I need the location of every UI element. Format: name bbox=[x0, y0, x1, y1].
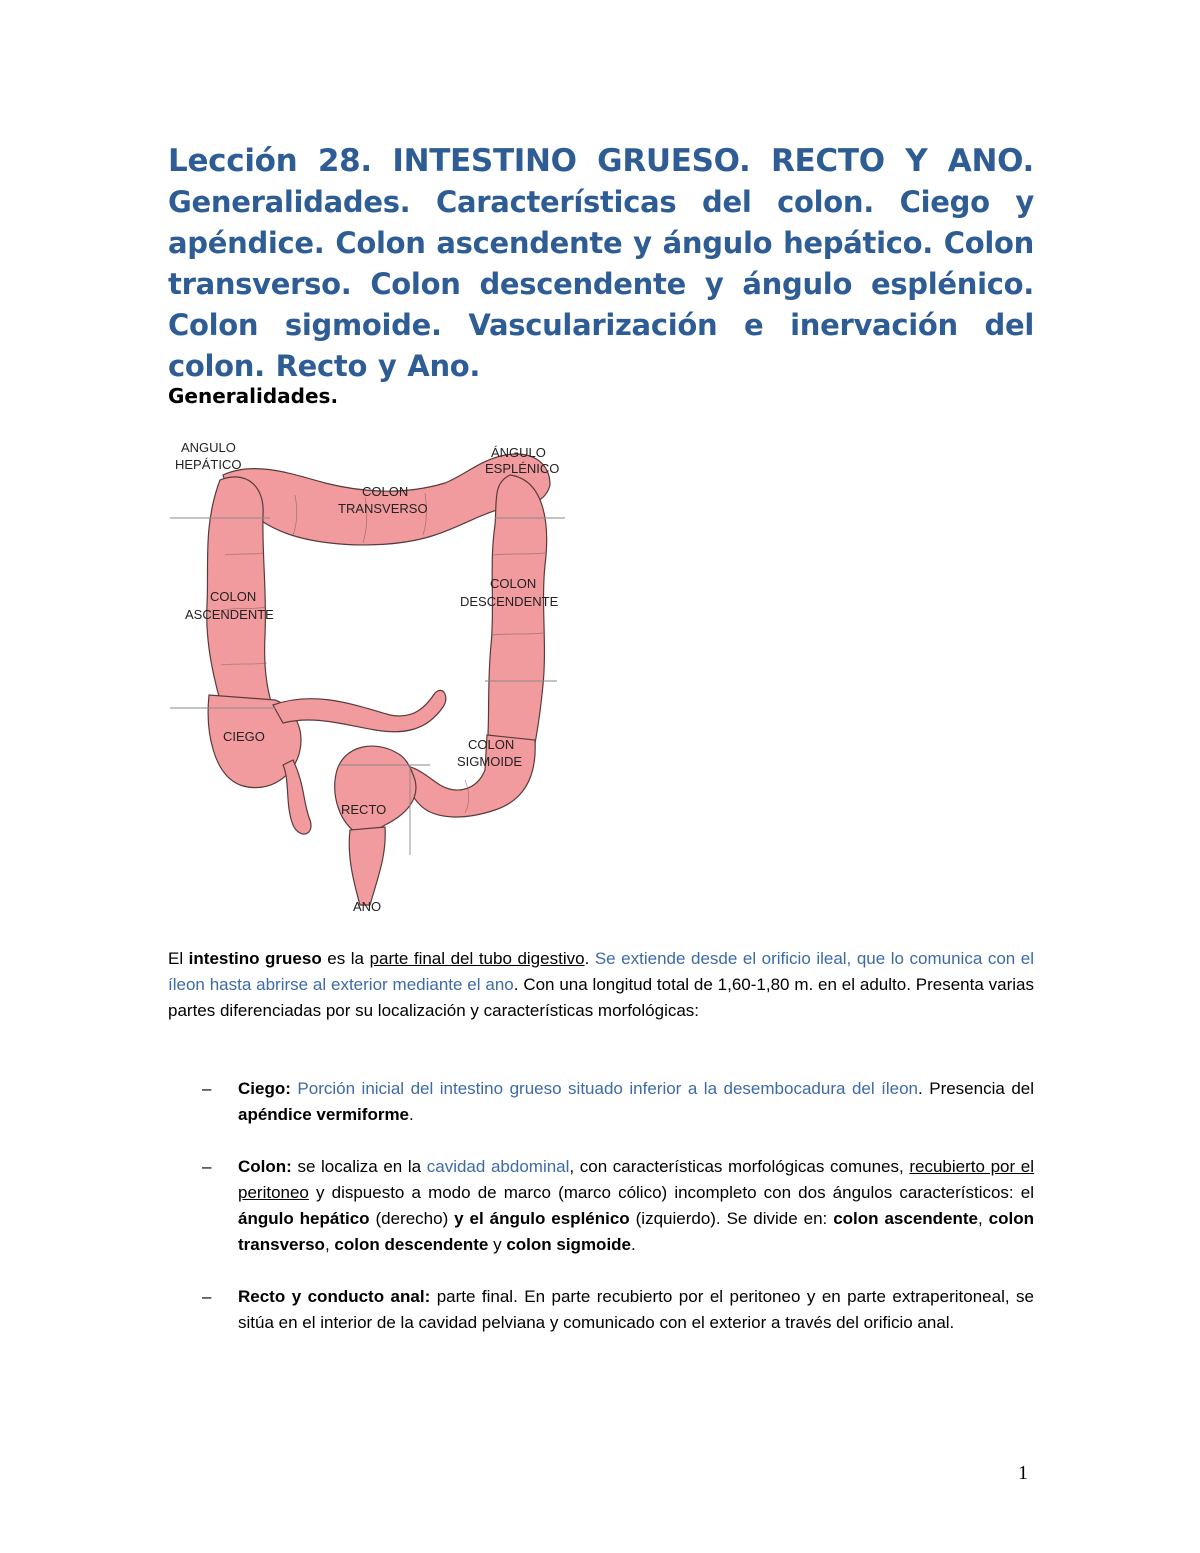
label-ano: ANO bbox=[353, 899, 382, 914]
term-colon-sigmoide: colon sigmoide bbox=[506, 1235, 632, 1254]
term-intestino-grueso: intestino grueso bbox=[188, 949, 322, 968]
highlighted-phrase: cavidad abdominal bbox=[426, 1157, 570, 1176]
highlighted-phrase: Porción inicial del intestino grueso situado inferior a la desembocadura del íleon bbox=[297, 1079, 918, 1098]
appendix-shape bbox=[283, 760, 311, 834]
label-angulo-hepatico-2: HEPÁTICO bbox=[175, 457, 242, 472]
term-apendice: apéndice vermiforme bbox=[238, 1105, 410, 1124]
anal-canal-shape bbox=[349, 827, 385, 905]
text-run: , bbox=[978, 1209, 989, 1228]
label-recto: RECTO bbox=[341, 802, 387, 817]
label-descendente-1: COLON bbox=[490, 576, 537, 591]
term-ciego: Ciego: bbox=[238, 1079, 291, 1098]
text-run: y bbox=[488, 1235, 507, 1254]
label-angulo-esplenico-1: ÁNGULO bbox=[491, 445, 546, 460]
text-run: (derecho) bbox=[369, 1209, 455, 1228]
text-run: se localiza en la bbox=[291, 1157, 427, 1176]
term-colon-ascendente: colon ascendente bbox=[833, 1209, 978, 1228]
descending-colon-shape bbox=[487, 475, 547, 753]
lesson-title-topics: Generalidades. Características del colon. Ciego y apéndice. Colon ascendente y ángulo hepático. Colon transverso. Colon descendente y ángulo esplénico. Colon sigmoide. Vascularización e inervación del colon. Recto y Ano. bbox=[168, 185, 1034, 383]
text-run: . bbox=[409, 1105, 414, 1124]
parts-list bbox=[168, 1076, 1034, 1362]
text-run: parte final. En parte recubierto por el peritoneo y en parte extraperitoneal, se sitúa en el interior de la cavidad pelviana y comunicado con el exterior a través del orificio anal. bbox=[238, 1287, 1034, 1332]
colon-illustration bbox=[165, 435, 575, 920]
text-run: El bbox=[168, 949, 189, 968]
text-run: , con características morfológicas comunes, bbox=[569, 1157, 910, 1176]
label-transverso-1: COLON bbox=[362, 484, 409, 499]
term-recto-conducto-anal: Recto y conducto anal: bbox=[238, 1287, 431, 1306]
highlighted-phrase: Se extiende desde el orificio ileal, que lo comunica con el íleon hasta abrirse al exterior mediante el ano bbox=[168, 949, 1035, 994]
lesson-title-lead: Lección 28. INTESTINO GRUESO. RECTO Y ANO. bbox=[168, 143, 1034, 179]
term-colon: Colon: bbox=[238, 1157, 292, 1176]
term-angulo-hepatico: ángulo hepático bbox=[238, 1209, 370, 1228]
list-dash: – bbox=[202, 1287, 212, 1306]
large-intestine-diagram bbox=[165, 435, 575, 920]
text-run: (izquierdo). Se divide en: bbox=[629, 1209, 834, 1228]
term-colon-transverso: colon transverso bbox=[238, 1209, 1034, 1254]
list-item-recto bbox=[168, 1284, 1034, 1336]
text-run: es la bbox=[321, 949, 370, 968]
label-sigmoide-2: SIGMOIDE bbox=[457, 754, 523, 769]
term-angulo-esplenico: y el ángulo esplénico bbox=[454, 1209, 630, 1228]
list-dash: – bbox=[202, 1157, 212, 1176]
page-number: 1 bbox=[1018, 1462, 1028, 1484]
label-ascendente-2: ASCENDENTE bbox=[185, 607, 274, 622]
underlined-phrase: parte final del tubo digestivo bbox=[369, 949, 585, 968]
label-angulo-esplenico-2: ESPLÉNICO bbox=[485, 461, 560, 476]
list-dash: – bbox=[202, 1079, 212, 1098]
label-ascendente-1: COLON bbox=[210, 589, 257, 604]
text-run: y dispuesto a modo de marco (marco cólico) incompleto con dos ángulos característicos: el bbox=[308, 1183, 1034, 1202]
text-run: . bbox=[584, 949, 595, 968]
label-descendente-2: DESCENDENTE bbox=[460, 594, 559, 609]
label-sigmoide-1: COLON bbox=[468, 737, 515, 752]
text-run: . Con una longitud total de 1,60-1,80 m. en el adulto. Presenta varias partes diferenciadas por su localización y características morfológicas: bbox=[168, 975, 1034, 1020]
list-item-colon bbox=[168, 1154, 1034, 1258]
rectum-shape bbox=[335, 746, 416, 836]
label-angulo-hepatico-1: ANGULO bbox=[181, 440, 236, 455]
list-item-ciego bbox=[168, 1076, 1034, 1128]
text-run: . Presencia del bbox=[918, 1079, 1035, 1098]
label-ciego: CIEGO bbox=[223, 729, 265, 744]
underlined-phrase: recubierto por el peritoneo bbox=[238, 1157, 1035, 1202]
text-run: , bbox=[324, 1235, 335, 1254]
term-colon-descendente: colon descendente bbox=[334, 1235, 489, 1254]
section-heading: Generalidades. bbox=[168, 384, 339, 408]
label-transverso-2: TRANSVERSO bbox=[338, 501, 428, 516]
intro-paragraph bbox=[168, 946, 1034, 1024]
text-run: . bbox=[631, 1235, 636, 1254]
lesson-title bbox=[168, 141, 1034, 387]
